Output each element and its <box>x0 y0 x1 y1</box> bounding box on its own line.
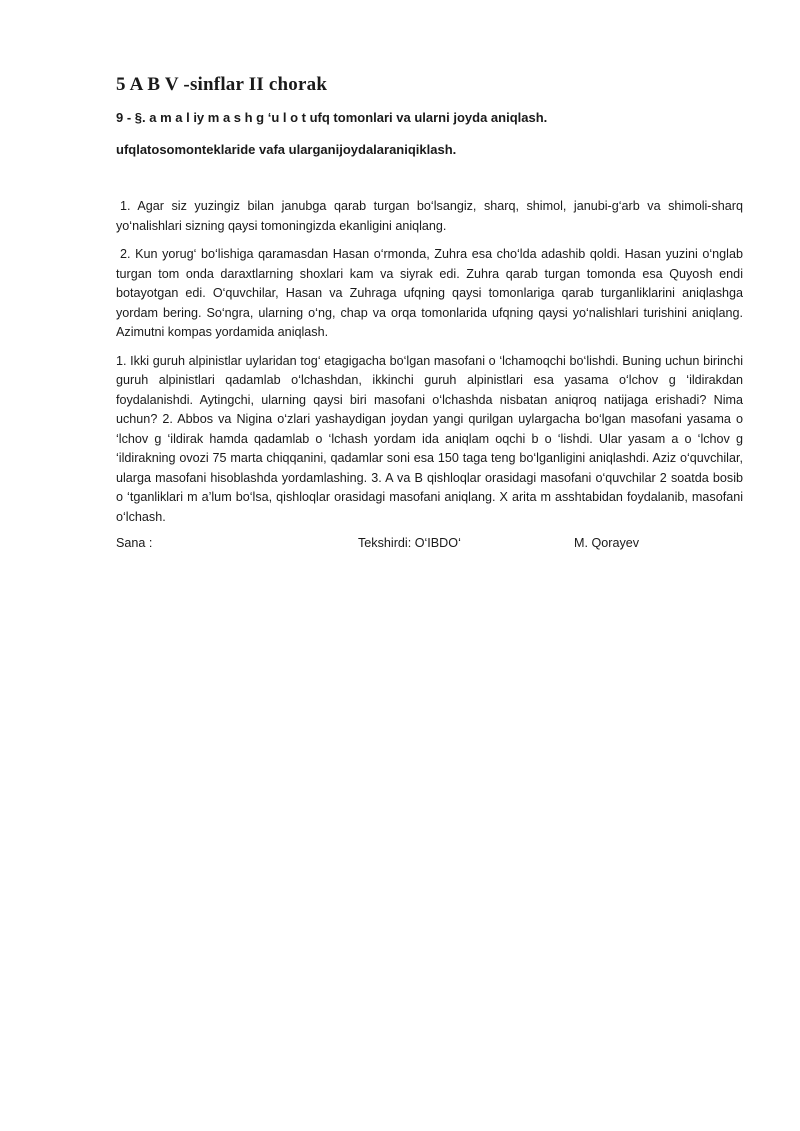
lesson-subheading: ufqlatosomonteklaride vafa ularganijoydalaraniqiklash. <box>116 142 457 157</box>
task-paragraph-2: 2. Kun yorug‘ bo‘lishiga qaramasdan Hasan o‘rmonda, Zuhra esa cho‘lda adashib qoldi. Hasan yuzini o‘nglab turgan tom onda daraxtlarning shoxlari kam va siyrak edi. Zuhra qarab turgan tomonda esa Quyosh endi botayotgan edi. O‘quvchilar, Hasan va Zuhraga ufqning qaysi tomonlariga qarab turganliklarini aniqlashga yordam bering. So‘ngra, ularning o‘ng, chap va orqa tomonlarida ufqning qaysi yo‘nalishlari turishini aniqlang. Azimutni kompas yordamida aniqlash. <box>116 247 743 339</box>
task-paragraph-3: 1. Ikki guruh alpinistlar uylaridan tog‘ etagigacha bo‘lgan masofani o ‘lchamoqchi bo‘lishdi. Buning uchun birinchi guruh alpinistlari qadamlab o‘lchashdan, ikkinchi guruh alpinistlari esa yasama o‘lchov g ‘ildirakdan foydalanishdi. Aytingchi, ularning qaysi biri masofani o‘lchashda nisbatan aniqroq natijaga erishadi? Nima uchun? 2. Abbos va Nigina o‘zlari yashaydigan joydan yangi qurilgan uylargacha bo‘lgan masofani yasama o ‘lchov g ‘ildirak hamda qadamlab o ‘lchash yordam ida aniqlam oqchi b o ‘lishdi. Ular yasam a o ‘lchov g ‘ildirakning ovozi 75 marta chiqqanini, qadamlar soni esa 150 taga teng bo‘lganligini aniqlashdi. Aziz o‘quvchilar, ularga masofani hisoblashda yordamlashing. 3. A va B qishloqlar orasidagi masofani o‘quvchilar 2 soatda bosib o ‘tganliklari m a’lum bo‘lsa, qishloqlar orasidagi masofani aniqlang. X arita m asshtabidan foydalanib, masofani o‘lchash. <box>116 353 743 524</box>
document-page <box>116 74 743 556</box>
lesson-heading: 9 - §. a m a l iy m a s h g ‘u l o t ufq tomonlari va ularni joyda aniqlash. <box>116 110 548 125</box>
document-title: 5 A B V -sinflar II chorak <box>116 74 328 95</box>
signer-name: M. Qorayev <box>574 536 640 550</box>
task-paragraph-1: 1. Agar siz yuzingiz bilan janubga qarab turgan bo‘lsangiz, sharq, shimol, janubi-g‘arb va shimoli-sharq yo‘nalishlari sizning qaysi tomoningizda ekanligini aniqlang. <box>116 199 743 233</box>
signature-footer <box>116 536 743 556</box>
checked-by-label: Tekshirdi: O‘IBDO‘ <box>358 536 461 550</box>
date-label: Sana : <box>116 536 153 550</box>
